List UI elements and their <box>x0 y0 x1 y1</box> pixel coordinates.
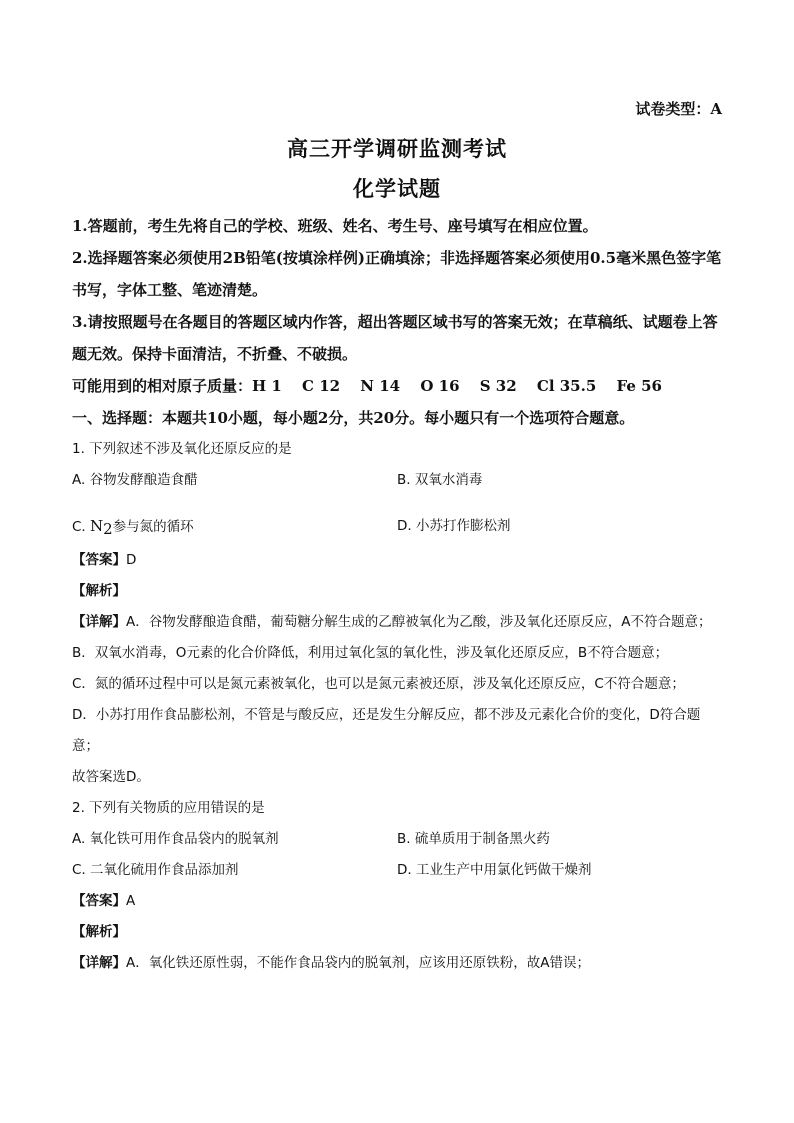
q1-detail-a-text: A．谷物发酵酿造食醋，葡萄糖分解生成的乙醇被氧化为乙酸，涉及氧化还原反应，A不符合题意； <box>126 614 712 630</box>
q2-stem: 2. 下列有关物质的应用错误的是 <box>72 800 265 816</box>
q1-detail-d: D．小苏打用作食品膨松剂，不管是与酸反应，还是发生分解反应，都不涉及元素化合价的变化，D符合题意； <box>72 707 701 754</box>
q2-option-b: B. 硫单质用于制备黑火药 <box>397 831 550 847</box>
q2-detail-a-text: A．氧化铁还原性弱，不能作食品袋内的脱氧剂，应该用还原铁粉，故A错误； <box>126 955 590 971</box>
q1-option-d: D. 小苏打作膨松剂 <box>397 518 511 534</box>
q1-detail-c: C．氮的循环过程中可以是氮元素被氧化，也可以是氮元素被还原，涉及氧化还原反应，C不符合题意； <box>72 676 685 692</box>
q1-options-row-1 <box>72 465 722 511</box>
q2-options-row-2 <box>72 855 722 886</box>
exam-content <box>72 210 722 979</box>
q1-stem: 1. 下列叙述不涉及氧化还原反应的是 <box>72 441 292 457</box>
q2-detail-a <box>72 948 722 979</box>
q1-option-a: A. 谷物发酵酿造食醋 <box>72 472 198 488</box>
q1-answer-value: D <box>126 552 137 568</box>
q2-option-a: A. 氧化铁可用作食品袋内的脱氧剂 <box>72 831 279 847</box>
atomic-masses: 可能用到的相对原子质量：H 1 C 12 N 14 O 16 S 32 Cl 35.5 Fe 56 <box>72 377 662 395</box>
section-title: 一、选择题：本题共10小题，每小题2分，共20分。每小题只有一个选项符合题意。 <box>72 409 635 427</box>
q1-option-c <box>72 511 397 545</box>
q2-option-d: D. 工业生产中用氯化钙做干燥剂 <box>397 862 592 878</box>
notice-3: 3.请按照题号在各题目的答题区域内作答，超出答题区域书写的答案无效；在草稿纸、试题卷上答题无效。保持卡面清洁，不折叠、不破损。 <box>72 313 718 363</box>
q1-options-row-2 <box>72 511 722 545</box>
q1-answer <box>72 545 722 576</box>
q2-option-c: C. 二氧化硫用作食品添加剂 <box>72 862 239 878</box>
q1-detail-b: B．双氧水消毒，O元素的化合价降低，利用过氧化氢的氧化性，涉及氧化还原反应，B不符合题意； <box>72 645 669 661</box>
q2-options-row-1 <box>72 824 722 855</box>
q1-option-c-suffix: 参与氮的循环 <box>112 519 194 535</box>
notice-2: 2.选择题答案必须使用2B铅笔(按填涂样例)正确填涂；非选择题答案必须使用0.5毫米黑色签字笔书写，字体工整、笔迹清楚。 <box>72 249 722 299</box>
q1-option-b: B. 双氧水消毒 <box>397 472 483 488</box>
q1-conclusion: 故答案选D。 <box>72 769 150 785</box>
subject-title: 化学试题 <box>353 176 441 201</box>
q2-analysis-tag: 【解析】 <box>72 924 126 940</box>
q2-answer-tag: 【答案】 <box>72 893 126 909</box>
notice-1: 1.答题前，考生先将自己的学校、班级、姓名、考生号、座号填写在相应位置。 <box>72 217 598 235</box>
q2-answer <box>72 886 722 917</box>
q2-detail-tag: 【详解】 <box>72 955 126 971</box>
q1-detail-a <box>72 607 722 638</box>
q1-detail-tag: 【详解】 <box>72 614 126 630</box>
paper-type-label: 试卷类型：A <box>635 100 722 118</box>
q1-option-c-prefix: C. <box>72 519 91 535</box>
q1-option-c-subscript: 2 <box>103 520 113 538</box>
q2-answer-value: A <box>126 893 136 909</box>
q1-analysis-tag: 【解析】 <box>72 583 126 599</box>
q1-answer-tag: 【答案】 <box>72 552 126 568</box>
q1-option-c-formula: N <box>90 517 104 535</box>
exam-title: 高三开学调研监测考试 <box>287 136 507 161</box>
